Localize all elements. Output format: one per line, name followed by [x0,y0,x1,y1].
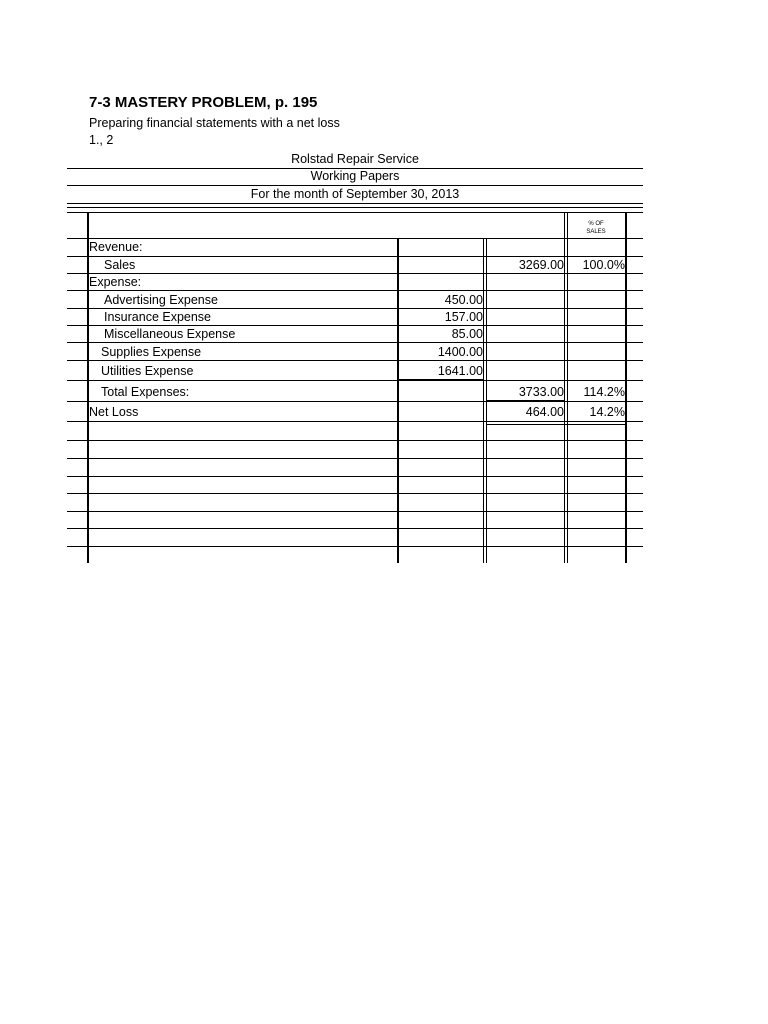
row-line [67,421,643,422]
company-name: Rolstad Repair Service [291,152,419,166]
row-line [67,546,643,547]
row-line [67,238,643,239]
sales-pct: 100.0% [582,258,625,272]
net-loss-double-rule [486,424,626,425]
problem-subtitle: Preparing financial statements with a net loss [89,116,340,130]
amount-total-rule [397,379,484,381]
miscellaneous-expense-amount: 85.00 [451,327,483,341]
utilities-expense-amount: 1641.00 [437,364,483,378]
net-loss-pct: 14.2% [589,405,625,419]
problem-part: 1., 2 [89,133,114,147]
total-expenses-total: 3733.00 [518,385,564,399]
revenue-heading: Revenue: [89,240,143,254]
heading-rule-3 [67,203,643,204]
row-line [67,493,643,494]
statement-period: For the month of September 30, 2013 [250,187,460,201]
problem-title: 7-3 MASTERY PROBLEM, p. 195 [89,94,318,111]
net-loss-total: 464.00 [525,405,564,419]
net-loss-label: Net Loss [89,405,139,419]
utilities-expense-label: Utilities Expense [101,364,194,378]
row-line [67,440,643,441]
row-line [67,380,643,381]
row-line [67,511,643,512]
table-top-rule-1 [67,207,643,208]
miscellaneous-expense-label: Miscellaneous Expense [104,327,236,341]
total-expenses-label: Total Expenses: [101,385,190,399]
total-expenses-pct: 114.2% [583,385,625,399]
row-line [67,458,643,459]
row-line [67,290,643,291]
expense-heading: Expense: [89,275,142,289]
supplies-expense-amount: 1400.00 [437,345,483,359]
sales-total: 3269.00 [518,258,564,272]
advertising-expense-label: Advertising Expense [104,293,218,307]
row-line [67,360,643,361]
row-line [67,476,643,477]
total-expenses-rule [486,400,565,402]
row-line [67,342,643,343]
pct-header-line2: SALES [586,229,606,235]
statement-name: Working Papers [310,169,400,183]
supplies-expense-label: Supplies Expense [101,345,202,359]
insurance-expense-label: Insurance Expense [104,310,212,324]
row-line [67,528,643,529]
advertising-expense-amount: 450.00 [444,293,483,307]
insurance-expense-amount: 157.00 [444,310,483,324]
pct-header-line1: % OF [588,221,604,227]
sales-label: Sales [104,258,136,272]
row-line [67,273,643,274]
table-top-rule-2 [67,212,643,213]
